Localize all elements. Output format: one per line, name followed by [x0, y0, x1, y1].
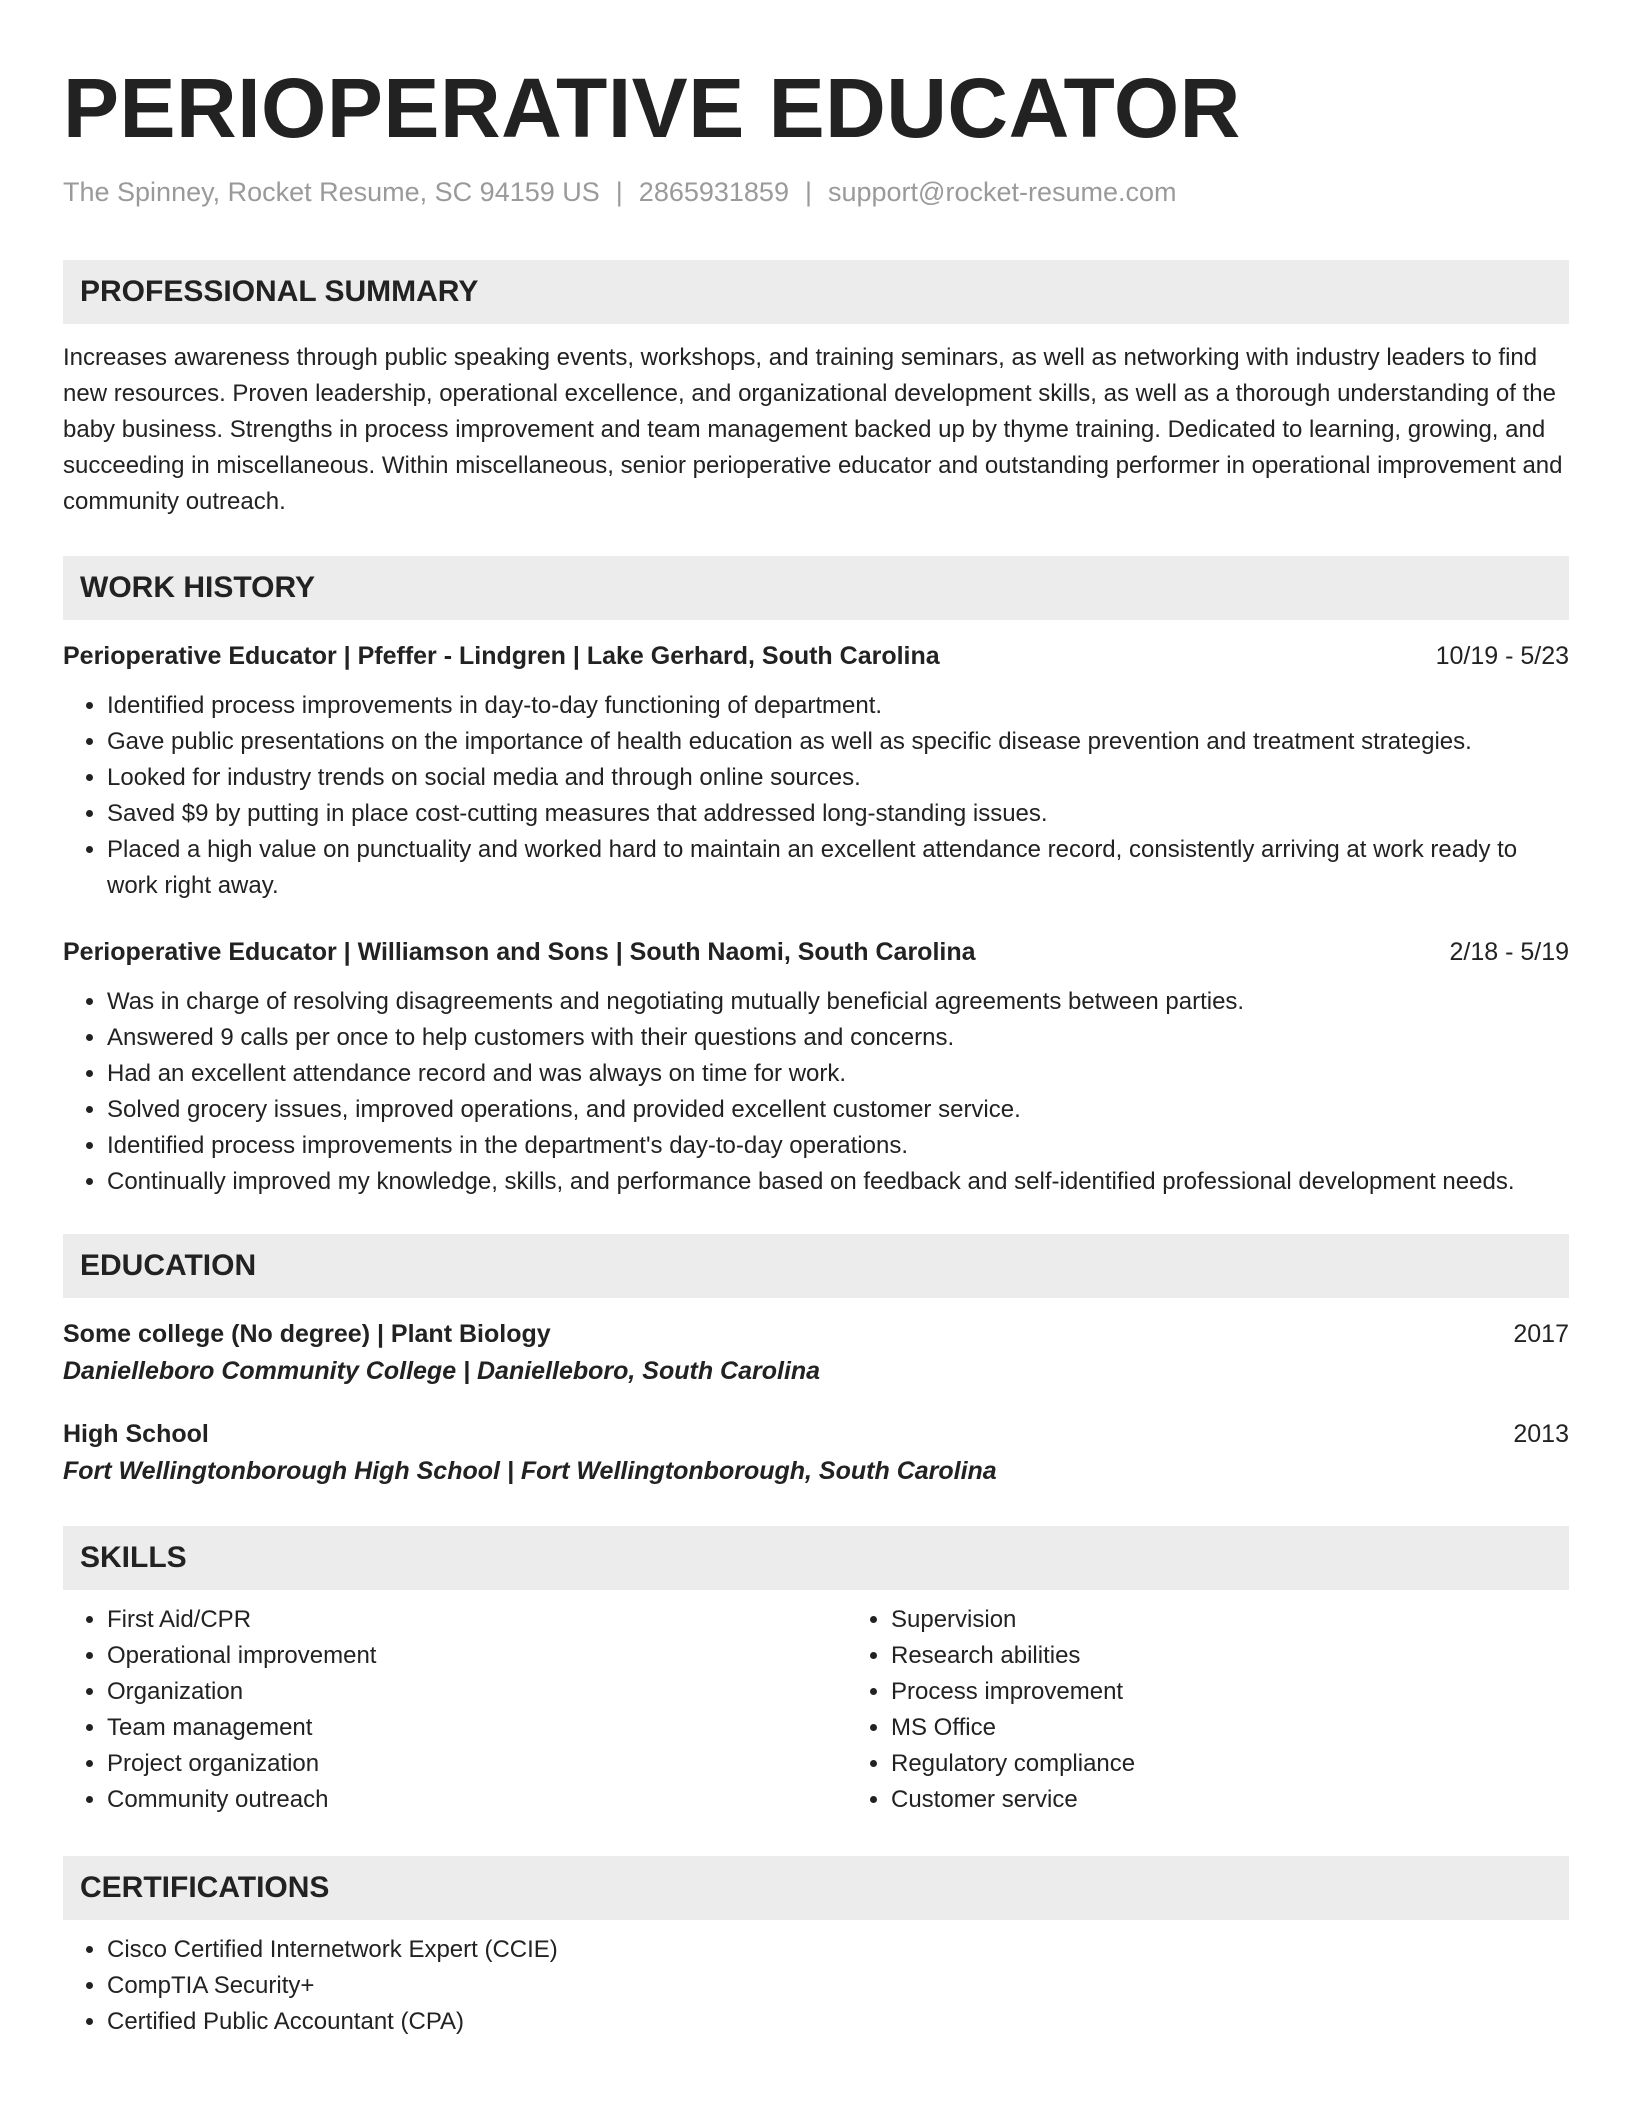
education-school: Danielleboro Community College | Danielleboro, South Carolina	[63, 1357, 821, 1386]
job-dates: 2/18 - 5/19	[1449, 938, 1569, 967]
job-bullet: • Placed a high value on punctuality and worked hard to maintain an excellent attendance record, consistently arriving at work ready to work right away.	[107, 832, 1569, 904]
job-bullet: • Identified process improvements in day-to-day functioning of department.	[107, 688, 1569, 724]
job-bullet: • Identified process improvements in the department's day-to-day operations.	[107, 1128, 1569, 1164]
job-header	[63, 934, 1569, 970]
skill-item: • Team management	[107, 1710, 847, 1746]
contact-email: support@rocket-resume.com	[827, 177, 1177, 207]
contact-phone: 2865931859	[638, 177, 789, 207]
skill-item: • MS Office	[891, 1710, 1569, 1746]
job-entry	[63, 638, 1569, 904]
section-heading-certifications: CERTIFICATIONS	[63, 1856, 1569, 1920]
contact-separator: |	[804, 177, 812, 207]
skill-item: • Process improvement	[891, 1674, 1569, 1710]
section-heading-summary: PROFESSIONAL SUMMARY	[63, 260, 1569, 324]
certifications-list	[63, 1932, 1569, 2040]
job-bullet: • Had an excellent attendance record and was always on time for work.	[107, 1056, 1569, 1092]
skill-item: • Operational improvement	[107, 1638, 847, 1674]
job-bullet: • Looked for industry trends on social media and through online sources.	[107, 760, 1569, 796]
job-bullet: • Answered 9 calls per once to help customers with their questions and concerns.	[107, 1020, 1569, 1056]
job-bullets	[63, 984, 1569, 1200]
contact-address: The Spinney, Rocket Resume, SC 94159 US	[63, 177, 600, 207]
contact-line	[63, 176, 1569, 208]
skill-item: • First Aid/CPR	[107, 1602, 847, 1638]
job-bullet: • Was in charge of resolving disagreements and negotiating mutually beneficial agreements between parties.	[107, 984, 1569, 1020]
section-heading-education: EDUCATION	[63, 1234, 1569, 1298]
education-degree: High School	[63, 1420, 209, 1449]
education-header	[63, 1316, 1569, 1352]
education-year: 2017	[1513, 1320, 1569, 1349]
job-bullets	[63, 688, 1569, 904]
education-header	[63, 1416, 1569, 1452]
job-dates: 10/19 - 5/23	[1435, 642, 1569, 671]
skill-item: • Community outreach	[107, 1782, 847, 1818]
job-bullet: • Solved grocery issues, improved operations, and provided excellent customer service.	[107, 1092, 1569, 1128]
skills-columns	[63, 1602, 1569, 1818]
section-heading-skills: SKILLS	[63, 1526, 1569, 1590]
skill-item: • Research abilities	[891, 1638, 1569, 1674]
education-entry	[63, 1316, 1569, 1390]
job-bullet: • Saved $9 by putting in place cost-cutting measures that addressed long-standing issues.	[107, 796, 1569, 832]
education-year: 2013	[1513, 1420, 1569, 1449]
education-entry	[63, 1416, 1569, 1490]
skill-item: • Organization	[107, 1674, 847, 1710]
education-degree: Some college (No degree) | Plant Biology	[63, 1320, 551, 1349]
education-school: Fort Wellingtonborough High School | Fort Wellingtonborough, South Carolina	[63, 1457, 997, 1486]
candidate-name: PERIOPERATIVE EDUCATOR	[63, 61, 1241, 155]
job-bullet: • Continually improved my knowledge, skills, and performance based on feedback and self-identified professional development needs.	[107, 1164, 1569, 1200]
skill-item: • Project organization	[107, 1746, 847, 1782]
skill-item: • Regulatory compliance	[891, 1746, 1569, 1782]
job-header	[63, 638, 1569, 674]
skills-list-left	[63, 1602, 847, 1818]
certification-item: • Cisco Certified Internetwork Expert (CCIE)	[107, 1932, 1569, 1968]
certification-item: • CompTIA Security+	[107, 1968, 1569, 2004]
job-title: Perioperative Educator | Williamson and Sons | South Naomi, South Carolina	[63, 938, 976, 967]
job-title: Perioperative Educator | Pfeffer - Lindgren | Lake Gerhard, South Carolina	[63, 642, 940, 671]
summary-text: Increases awareness through public speaking events, workshops, and training seminars, as well as networking with industry leaders to find new resources. Proven leadership, operational excellence, and organizational development skills, as well as a thorough understanding of the baby business. Strengths in process improvement and team management backed up by thyme training. Dedicated to learning, growing, and succeeding in miscellaneous. Within miscellaneous, senior perioperative educator and outstanding performer in operational improvement and community outreach.	[63, 344, 1563, 516]
skills-list-right	[847, 1602, 1569, 1818]
skill-item: • Customer service	[891, 1782, 1569, 1818]
contact-separator: |	[615, 177, 623, 207]
section-heading-work-history: WORK HISTORY	[63, 556, 1569, 620]
certification-item: • Certified Public Accountant (CPA)	[107, 2004, 1569, 2040]
job-entry	[63, 934, 1569, 1200]
job-bullet: • Gave public presentations on the importance of health education as well as specific disease prevention and treatment strategies.	[107, 724, 1569, 760]
skill-item: • Supervision	[891, 1602, 1569, 1638]
